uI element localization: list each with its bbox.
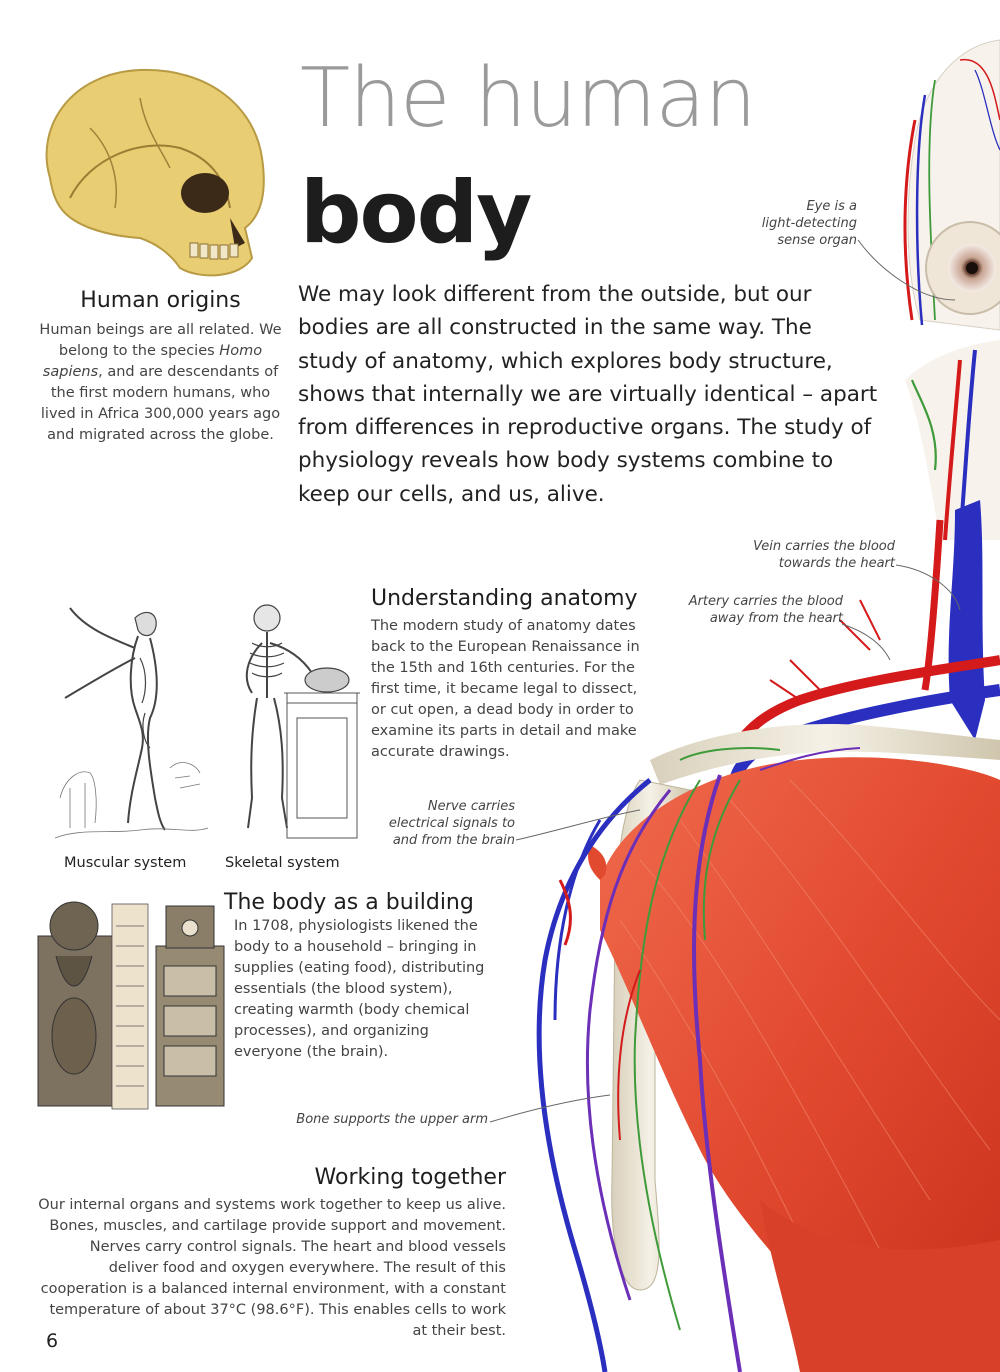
human-origins-heading: Human origins [80,288,241,313]
building-heading: The body as a building [224,890,474,915]
callout-bone-line1: Bone supports the upper arm [296,1112,488,1127]
callout-eye-line1: Eye is a [806,199,857,214]
callout-vein-line2: towards the heart [778,556,895,571]
skeletal-system-engraving [212,598,362,843]
section-working-together [38,1165,506,1342]
callout-artery-line2: away from the heart [709,611,843,626]
callout-nerve-line2: electrical signals to [388,816,515,831]
callout-nerve [370,798,515,849]
section-body-building [224,890,494,1063]
callout-artery-line1: Artery carries the blood [688,594,843,609]
together-heading: Working together [314,1165,506,1190]
origins-species: Homo sapiens [42,343,263,381]
skull-teeth [190,243,238,259]
skull-image [30,68,280,283]
callout-artery [655,593,843,627]
callout-nerve-line1: Nerve carries [427,799,515,814]
intro-paragraph [298,278,878,511]
neck-figure [905,340,1000,540]
building-text: In 1708, physiologists likened the body to a household – bringing in supplies (eating food), distributing essentials (the blood system), creating warmth (body chemical processes), and organizing everyone (the brain). [234,918,485,1061]
origins-text-after: , and are descendants of the first modern humans, who lived in Africa 300,000 years ago and migrated across the globe. [40,364,281,444]
callout-eye-line2: light-detecting [761,216,857,231]
section-understanding-anatomy [371,586,656,763]
callout-bone [270,1111,488,1128]
callout-vein-line1: Vein carries the blood [753,539,895,554]
callout-eye-line3: sense organ [777,233,857,248]
tower-figure [156,906,224,1106]
caption-muscular: Muscular system [64,855,187,871]
section-human-origins [38,288,283,446]
page-number: 6 [46,1330,59,1352]
scroll-figure [112,904,148,1109]
callout-vein [700,538,895,572]
caption-skeletal: Skeletal system [225,855,340,871]
page-title-line1: The human [300,51,756,146]
callout-nerve-line3: and from the brain [392,833,515,848]
body-building-engraving [36,896,228,1114]
callout-eye [740,198,857,249]
together-text: Our internal organs and systems work together to keep us alive. Bones, muscles, and cartilage provide support and movement. Nerves carry control signals. The heart and blood vessels deliver food and oxygen everywhere. The result of this cooperation is a balanced internal environment, with a constant temperature of about 37°C (98.6°F). This enables cells to work at their best. [38,1197,506,1340]
anatomy-text: The modern study of anatomy dates back to the European Renaissance in the 15th and 16th centuries. For the first time, it became legal to dissect, or cut open, a dead body in order to examine its parts in detail and make accurate drawings. [371,618,640,761]
anatomy-heading: Understanding anatomy [371,586,638,611]
origins-text-before: Human beings are all related. We belong to the species [39,322,282,360]
intro-text: We may look different from the outside, but our bodies are all constructed in the same way. The study of anatomy, which explores body structure, shows that internally we are virtually identical – apart from differences in reproductive organs. The study of physiology reveals how body systems combine to keep our cells, and us, alive. [298,282,878,507]
engraving-pedestal [284,693,360,838]
muscular-system-engraving [50,598,210,843]
page-title-line2: body [300,163,531,263]
human-origins-text [38,320,283,446]
